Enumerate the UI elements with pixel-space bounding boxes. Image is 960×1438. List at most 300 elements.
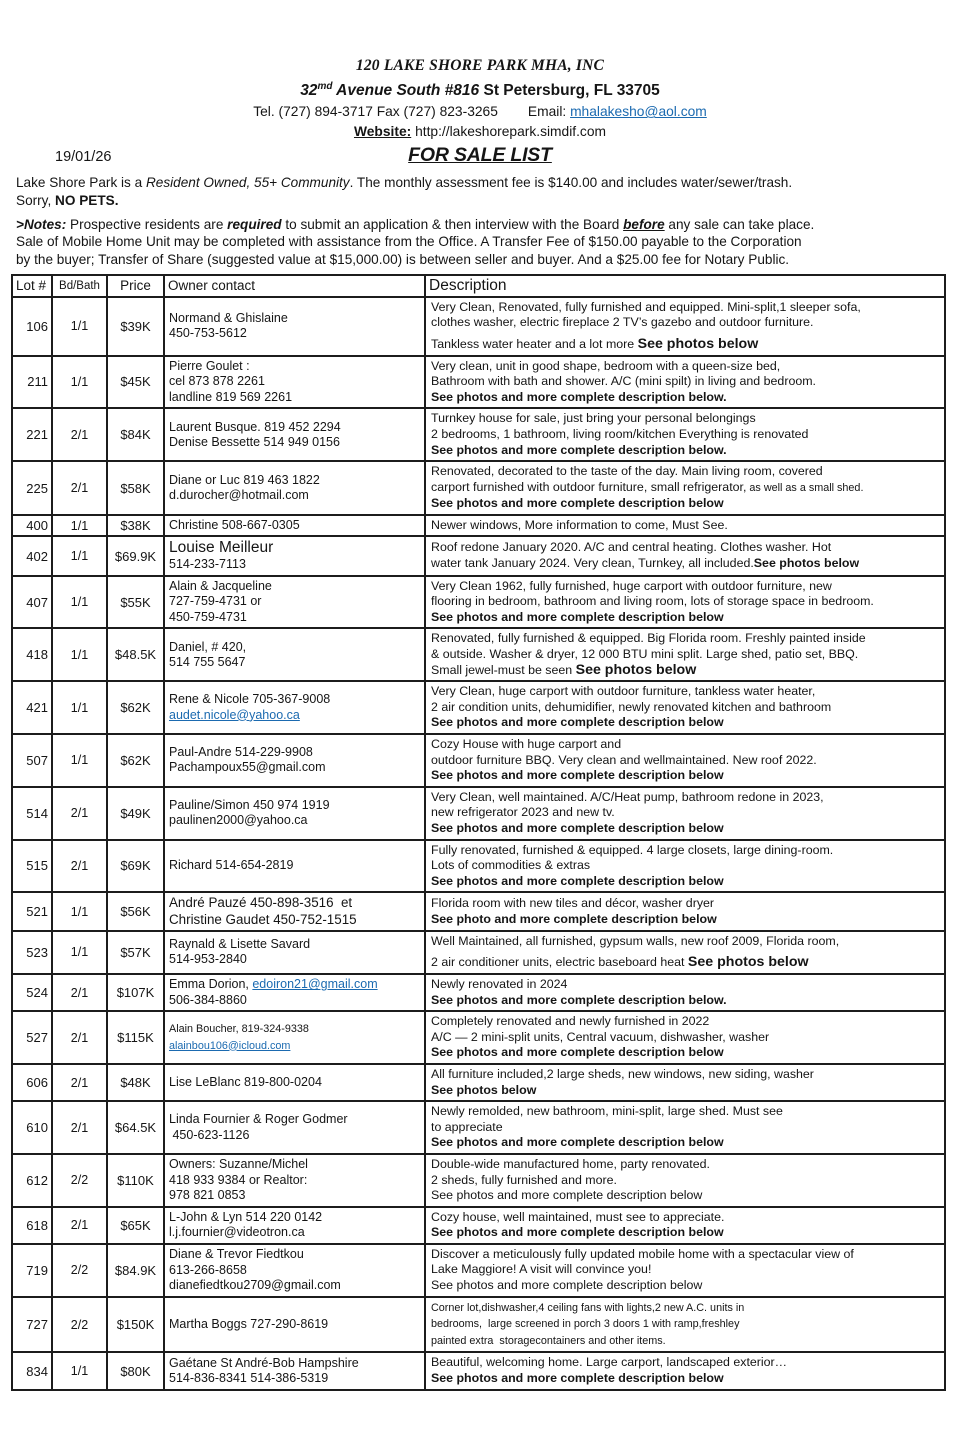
text-segment: Turnkey house for sale, just bring your personal belongings [431, 411, 756, 426]
text-segment: See photos and more complete description below [431, 496, 724, 511]
table-row [12, 892, 945, 930]
lot-number: 106 [12, 297, 52, 356]
lot-number: 418 [12, 628, 52, 681]
description-line [431, 1262, 941, 1278]
notes-label: >Notes: [16, 217, 67, 233]
text-segment: Newly remolded, new bathroom, mini-split, large shed. Must see [431, 1104, 783, 1119]
text-segment: bedrooms, large screened in porch 3 doors 1 with ramp,freshley [431, 1318, 740, 1331]
description-line [431, 934, 941, 950]
text-segment: Raynald & Lisette Savard [169, 937, 311, 952]
text-segment: Well Maintained, all furnished, gypsum walls, new roof 2009, Florida room, [431, 933, 840, 948]
description-line [431, 315, 941, 331]
text-segment: Very Clean, well maintained. A/C/Heat pump, bathroom redone in 2023, [431, 789, 824, 804]
lot-number: 612 [12, 1154, 52, 1207]
description-line [431, 768, 941, 784]
description [425, 974, 945, 1011]
contact-line [169, 692, 421, 707]
table-row [12, 1154, 945, 1207]
notes-required: required [227, 217, 282, 233]
tel-line [0, 102, 960, 122]
table-row [12, 1297, 945, 1353]
text-segment: See photos and more complete description below. [431, 442, 727, 457]
text-segment: Christine 508-667-0305 [169, 518, 300, 533]
lot-number: 618 [12, 1207, 52, 1244]
contact-line [169, 813, 421, 828]
description-line [431, 1225, 941, 1241]
bed-bath: 2/2 [52, 1154, 107, 1207]
contact-line [169, 895, 421, 911]
description-line [431, 1014, 941, 1030]
bed-bath: 1/1 [52, 536, 107, 575]
contact-line [169, 1225, 421, 1240]
lot-number: 719 [12, 1244, 52, 1297]
lot-number: 407 [12, 576, 52, 629]
bed-bath: 2/2 [52, 1244, 107, 1297]
table-row [12, 297, 945, 356]
text-segment: See photos and more complete description below [431, 1045, 724, 1060]
owner-contact [164, 461, 425, 515]
bed-bath: 1/1 [52, 734, 107, 787]
description [425, 1244, 945, 1297]
text-segment: Small jewel-must be seen [431, 662, 576, 677]
contact-line [169, 594, 421, 609]
contact-line [169, 311, 421, 326]
description-line [431, 790, 941, 806]
description-line [431, 1135, 941, 1151]
table-row [12, 1011, 945, 1064]
contact-line [169, 655, 421, 670]
address-line [0, 76, 960, 102]
bed-bath: 2/2 [52, 1297, 107, 1353]
description [425, 1207, 945, 1244]
table-row [12, 840, 945, 893]
company-name: 120 LAKE SHORE PARK MHA, INC [355, 57, 605, 74]
text-segment: 506-384-8860 [169, 992, 247, 1007]
text-segment: Rene & Nicole 705-367-9008 [169, 692, 331, 707]
bed-bath: 2/1 [52, 974, 107, 1011]
website-line [0, 122, 960, 142]
bed-bath: 2/1 [52, 1101, 107, 1154]
text-segment: Pauline/Simon 450 974 1919 [169, 798, 330, 812]
contact-line [169, 435, 421, 450]
text-segment: Corner lot,dishwasher,4 ceiling fans with lights,2 new A.C. units in [431, 1301, 745, 1314]
text-segment: Tankless water heater and a lot more [431, 336, 638, 351]
text-segment: clothes washer, electric fireplace 2 TV’s gazebo and outdoor furniture. [431, 315, 814, 330]
description [425, 892, 945, 930]
text-segment: Newly renovated in 2024 [431, 976, 568, 991]
text-segment: 418 933 9384 or Realtor: [169, 1172, 308, 1187]
notes-s1: Prospective residents are [66, 217, 228, 233]
text-segment: See photos and more complete description below [431, 1371, 724, 1386]
email-link[interactable]: audet.nicole@yahoo.ca [169, 707, 300, 722]
description-line [431, 427, 941, 443]
contact-line [169, 420, 421, 435]
text-segment: See photos and more complete description below. [431, 389, 727, 404]
price: $48.5K [107, 628, 164, 681]
description-line [431, 411, 941, 427]
description-line [431, 993, 941, 1009]
table-row [12, 681, 945, 734]
price: $56K [107, 892, 164, 930]
notes-line-1 [16, 216, 944, 233]
text-segment: See photos and more complete description below [431, 873, 724, 888]
address-street: Avenue South #816 [332, 82, 480, 100]
description [425, 1352, 945, 1389]
text-segment: See photos and more complete description below. [431, 992, 727, 1007]
bed-bath: 1/1 [52, 1352, 107, 1389]
description-line [431, 480, 941, 497]
website-url: http://lakeshorepark.simdif.com [411, 124, 607, 140]
description-line [431, 1278, 941, 1294]
table-row [12, 734, 945, 787]
description [425, 536, 945, 575]
text-segment: Alain & Jacqueline [169, 579, 272, 594]
description-line [431, 663, 941, 679]
description-line [431, 518, 941, 534]
text-segment: 450-759-4731 [169, 609, 247, 624]
text-segment: See photos and more complete description below [431, 821, 724, 835]
description [425, 840, 945, 893]
price: $84.9K [107, 1244, 164, 1297]
table-row [12, 536, 945, 575]
text-segment: 978 821 0853 [169, 1187, 246, 1202]
table-row [12, 628, 945, 681]
description [425, 408, 945, 461]
date: 19/01/26 [55, 149, 112, 166]
contact-line [169, 1128, 421, 1143]
description-line [431, 1157, 941, 1173]
text-segment: Renovated, fully furnished & equipped. Big Florida room. Freshly painted inside [431, 631, 866, 646]
table-row [12, 1244, 945, 1297]
bed-bath: 2/1 [52, 1207, 107, 1244]
price: $84K [107, 408, 164, 461]
text-segment: Roof redone January 2020. A/C and central heating. Clothes washer. Hot [431, 540, 832, 555]
description-line [431, 821, 941, 837]
description-line [431, 540, 941, 556]
notes-line-2: Sale of Mobile Home Unit may be completed with assistance from the Office. A Transfer Fee of $150.00 payable to the Corporation [16, 234, 802, 250]
owner-contact [164, 1352, 425, 1389]
notes-line-3: by the buyer; Transfer of Share (suggested value at $15,000.00) is between seller and buyer. And a $25.00 fee for Notary Public. [16, 251, 790, 267]
description-line [431, 874, 941, 890]
table-row [12, 1352, 945, 1389]
description-line [431, 1188, 941, 1204]
description [425, 576, 945, 629]
owner-contact [164, 1297, 425, 1353]
contact-line [169, 1021, 421, 1037]
description [425, 356, 945, 409]
contact-line [169, 1356, 421, 1371]
bed-bath: 2/1 [52, 1011, 107, 1064]
contact-line [169, 640, 421, 655]
price: $48K [107, 1064, 164, 1101]
col-header-lot: Lot # [12, 275, 52, 297]
description [425, 1064, 945, 1101]
contact-line [169, 1112, 421, 1127]
owner-contact [164, 576, 425, 629]
text-segment: Very Clean, huge carport with outdoor furniture, tankless water heater, [431, 684, 816, 699]
email-link[interactable]: alainbou106@icloud.com [169, 1039, 291, 1052]
contact-line [169, 1278, 421, 1293]
text-segment: Owners: Suzanne/Michel [169, 1157, 308, 1172]
price: $107K [107, 974, 164, 1011]
description-line [431, 374, 941, 390]
description-line [431, 1120, 941, 1136]
description-line [431, 1067, 941, 1083]
contact-line [169, 1157, 421, 1172]
description-line [431, 715, 941, 731]
text-segment: A/C — 2 mini-split units, Central vacuum, dishwasher, washer [431, 1029, 770, 1044]
description [425, 787, 945, 840]
text-segment: paulinen2000@yahoo.ca [169, 813, 308, 828]
website-label: Website: [353, 124, 412, 140]
text-segment: Very Clean, Renovated, fully furnished and equipped. Mini-split,1 sleeper sofa, [431, 299, 861, 314]
bed-bath: 1/1 [52, 681, 107, 734]
lot-number: 221 [12, 408, 52, 461]
owner-contact [164, 840, 425, 893]
text-segment: Denise Bessette 514 949 0156 [169, 434, 340, 449]
bed-bath: 1/1 [52, 628, 107, 681]
bed-bath: 2/1 [52, 461, 107, 515]
notes-paragraph [16, 216, 944, 268]
text-segment: cel 873 878 2261 [169, 374, 265, 389]
contact-line [169, 473, 421, 488]
text-segment: d.durocher@hotmail.com [169, 488, 309, 502]
bed-bath: 2/1 [52, 1064, 107, 1101]
text-segment: Florida room with new tiles and décor, washer dryer [431, 895, 715, 910]
bed-bath: 1/1 [52, 515, 107, 537]
owner-contact [164, 1064, 425, 1101]
bed-bath: 1/1 [52, 576, 107, 629]
text-segment: See photos and more complete description below [431, 609, 724, 624]
contact-line [169, 952, 421, 967]
sale-table-body [12, 297, 945, 1390]
description-line [431, 610, 941, 626]
owner-contact [164, 1154, 425, 1207]
lot-number: 727 [12, 1297, 52, 1353]
owner-contact [164, 1244, 425, 1297]
contact-line [169, 610, 421, 625]
lot-number: 515 [12, 840, 52, 893]
text-segment: water tank January 2024. Very clean, Turnkey, all included. [431, 556, 754, 571]
text-segment: See photos below [637, 335, 759, 352]
price: $39K [107, 297, 164, 356]
contact-line [169, 912, 421, 928]
description-line [431, 977, 941, 993]
lot-number: 521 [12, 892, 52, 930]
contact-line [169, 1263, 421, 1278]
text-segment: Discover a meticulously fully updated mobile home with a spectacular view of [431, 1246, 854, 1261]
contact-line [169, 359, 421, 374]
intro-pre: Lake Shore Park is a [16, 175, 146, 191]
no-pets-text: NO PETS. [55, 192, 119, 208]
contact-line [169, 1188, 421, 1203]
owner-contact [164, 356, 425, 409]
lot-number: 421 [12, 681, 52, 734]
owner-contact [164, 734, 425, 787]
title-row [0, 144, 960, 171]
contact-line [169, 937, 421, 952]
table-row [12, 931, 945, 974]
notes-before: before [623, 217, 665, 233]
text-segment: 450-753-5612 [169, 326, 247, 341]
text-segment: See photos and more complete description below [431, 1188, 703, 1203]
contact-line [169, 1075, 421, 1090]
description-line [431, 390, 941, 406]
description [425, 297, 945, 356]
bed-bath: 1/1 [52, 356, 107, 409]
text-segment: Double-wide manufactured home, party renovated. [431, 1156, 710, 1171]
description [425, 515, 945, 537]
owner-contact [164, 628, 425, 681]
lot-number: 400 [12, 515, 52, 537]
col-header-owner: Owner contact [164, 275, 425, 297]
price: $65K [107, 1207, 164, 1244]
description-line [431, 1104, 941, 1120]
email-label: Email: [527, 104, 571, 120]
price: $69K [107, 840, 164, 893]
table-row [12, 1064, 945, 1101]
text-segment: Alain Boucher, 819-324-9338 [169, 1023, 309, 1036]
contact-line [169, 977, 421, 992]
text-segment: Cozy house, well maintained, must see to appreciate. [431, 1209, 725, 1224]
tel-fax-text: Tel. (727) 894-3717 Fax (727) 823-3265 [253, 104, 498, 120]
text-segment: outdoor furniture BBQ. Very clean and wellmaintained. New roof 2022. [431, 752, 817, 767]
table-row [12, 576, 945, 629]
description-line [431, 700, 941, 716]
text-segment: Martha Boggs 727-290-8619 [169, 1316, 329, 1331]
description-line [431, 737, 941, 753]
notes-s2: to submit an application & then interview with the Board [281, 217, 624, 233]
address-ordinal: md [317, 81, 333, 92]
contact-line [169, 858, 421, 873]
description-line [431, 753, 941, 769]
description [425, 461, 945, 515]
table-row [12, 1101, 945, 1154]
price: $45K [107, 356, 164, 409]
owner-contact [164, 408, 425, 461]
description-line [431, 1300, 941, 1317]
text-segment: 514-836-8341 514-386-5319 [169, 1371, 329, 1386]
owner-contact [164, 515, 425, 537]
price: $57K [107, 931, 164, 974]
bed-bath: 2/1 [52, 840, 107, 893]
intro-line-2 [16, 192, 944, 210]
text-segment: Christine Gaudet 450-752-1515 [169, 911, 357, 927]
text-segment: See photos below [753, 556, 860, 571]
lot-number: 606 [12, 1064, 52, 1101]
text-segment: 727-759-4731 or [169, 594, 262, 609]
text-segment: flooring in bedroom, bathroom and living room, lots of storage space in bedroom. [431, 594, 874, 609]
description-line [431, 896, 941, 912]
contact-line [169, 539, 421, 557]
contact-line [169, 1371, 421, 1386]
text-segment: See photos below [431, 1082, 537, 1097]
text-segment: See photos and more complete description below [431, 1135, 724, 1150]
contact-line [169, 488, 421, 503]
letterhead [0, 0, 960, 171]
text-segment: Normand & Ghislaine [169, 310, 288, 325]
email-link[interactable]: edoiron21@gmail.com [252, 977, 378, 992]
contact-line [169, 993, 421, 1008]
text-segment: painted extra storagecontainers and other items. [431, 1334, 666, 1347]
lot-number: 507 [12, 734, 52, 787]
description [425, 1011, 945, 1064]
price: $64.5K [107, 1101, 164, 1154]
lot-number: 524 [12, 974, 52, 1011]
contact-line [169, 579, 421, 594]
address-city: St Petersburg, FL 33705 [479, 82, 660, 100]
bed-bath: 2/1 [52, 408, 107, 461]
price: $38K [107, 515, 164, 537]
text-segment: Pachampoux55@gmail.com [169, 760, 326, 775]
text-segment: 2 air conditioner units, electric baseboard heat [431, 955, 688, 970]
text-segment: 613-266-8658 [169, 1262, 247, 1277]
bed-bath: 1/1 [52, 892, 107, 930]
email-link[interactable]: mhalakesho@aol.com [570, 104, 707, 120]
contact-line [169, 518, 421, 533]
table-header-row [12, 275, 945, 297]
text-segment: See photos and more complete description below [431, 1225, 724, 1240]
contact-line [169, 374, 421, 389]
contact-line [169, 798, 421, 813]
contact-line [169, 1247, 421, 1262]
table-row [12, 461, 945, 515]
table-row [12, 1207, 945, 1244]
contact-line [169, 745, 421, 760]
lot-number: 225 [12, 461, 52, 515]
contact-line [169, 390, 421, 405]
description [425, 734, 945, 787]
description-line [431, 684, 941, 700]
text-segment: Paul-Andre 514-229-9908 [169, 745, 313, 760]
contact-line [169, 1210, 421, 1225]
text-segment: Emma Dorion, [169, 977, 253, 992]
text-segment: new refrigerator 2023 and new tv. [431, 805, 615, 820]
bed-bath: 2/1 [52, 787, 107, 840]
text-segment: Daniel, # 420, [169, 639, 247, 654]
owner-contact [164, 931, 425, 974]
description-line [431, 805, 941, 821]
owner-contact [164, 536, 425, 575]
table-row [12, 787, 945, 840]
description-line [431, 1355, 941, 1371]
description [425, 1154, 945, 1207]
text-segment: carport furnished with outdoor furniture, small refrigerator, [431, 479, 747, 494]
description [425, 628, 945, 681]
text-segment: Lise LeBlanc 819-800-0204 [169, 1074, 322, 1089]
description [425, 681, 945, 734]
price: $62K [107, 681, 164, 734]
text-segment: 514-953-2840 [169, 952, 247, 967]
contact-line [169, 1317, 421, 1332]
lot-number: 527 [12, 1011, 52, 1064]
text-segment: Diane & Trevor Fiedtkou [169, 1247, 304, 1262]
table-row [12, 974, 945, 1011]
contact-line [169, 708, 421, 723]
owner-contact [164, 1011, 425, 1064]
intro-line-1 [16, 174, 944, 192]
text-segment: Beautiful, welcoming home. Large carport, landscaped exterior… [431, 1355, 788, 1370]
description-line [431, 464, 941, 480]
text-segment: Pierre Goulet : [169, 359, 250, 374]
owner-contact [164, 1207, 425, 1244]
text-segment: as well as a small shed. [746, 481, 864, 494]
text-segment: See photo and more complete description below [431, 911, 717, 926]
description [425, 1297, 945, 1353]
price: $110K [107, 1154, 164, 1207]
text-segment: 2 sheds, fully furnished and more. [431, 1172, 617, 1187]
text-segment: 514 755 5647 [169, 654, 246, 669]
